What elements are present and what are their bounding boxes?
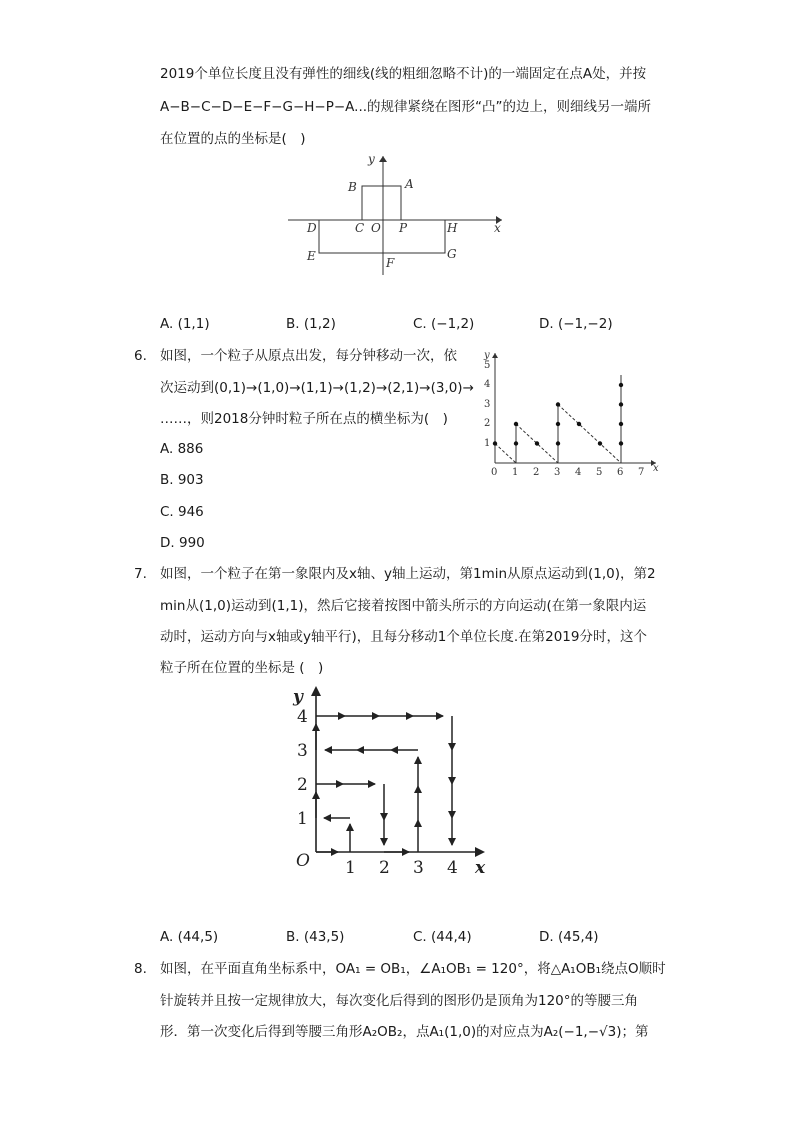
q7-origin: O (296, 851, 310, 871)
q7-line-1: 如图，一个粒子在第一象限内及x轴、y轴上运动，第1min从原点运动到(1,0)，第2 (160, 566, 656, 582)
q7-y-tick-2: 2 (297, 775, 308, 795)
q8-line-3: 形．第一次变化后得到等腰三角形A₂OB₂，点A₁(1,0)的对应点为A₂(−1,−√3)；第 (160, 1024, 649, 1040)
q5-label-G: G (447, 247, 457, 261)
q7-y-label: y (293, 687, 303, 707)
q5-label-D: D (307, 221, 317, 235)
q5-label-P: P (399, 221, 408, 235)
q5-option-a[interactable]: A. (1,1) (160, 316, 210, 332)
q7-y-tick-3: 3 (297, 741, 308, 761)
q7-line-4: 粒子所在位置的坐标是 ( ) (160, 660, 324, 676)
q6-option-b[interactable]: B. 903 (160, 472, 204, 488)
q5-label-x: x (494, 221, 501, 235)
q6-x-tick-4: 4 (575, 467, 582, 477)
q6-figure (478, 345, 662, 477)
q6-x-tick-7: 7 (638, 467, 645, 477)
q7-x-tick-3: 3 (413, 858, 424, 878)
q7-option-d[interactable]: D. (45,4) (539, 929, 599, 945)
q6-y-label: y (484, 350, 490, 361)
q6-x-label: x (653, 463, 659, 474)
q5-label-E: E (307, 249, 316, 263)
q5-label-y: y (368, 152, 375, 166)
q5-option-c[interactable]: C. (−1,2) (413, 316, 475, 332)
q8-line-2: 针旋转并且按一定规律放大，每次变化后得到的图形仍是顶角为120°的等腰三角 (160, 993, 639, 1009)
q7-x-tick-2: 2 (379, 858, 390, 878)
q7-line-2: min从(1,0)运动到(1,1)，然后它接着按图中箭头所示的方向运动(在第一象限内运 (160, 598, 647, 614)
q7-line-3: 动时，运动方向与x轴或y轴平行)，且每分移动1个单位长度.在第2019分时，这个 (160, 629, 647, 645)
q6-option-c[interactable]: C. 946 (160, 504, 204, 520)
q6-option-d[interactable]: D. 990 (160, 535, 205, 551)
q6-option-a[interactable]: A. 886 (160, 441, 204, 457)
q7-option-a[interactable]: A. (44,5) (160, 929, 219, 945)
q6-y-tick-2: 2 (484, 418, 491, 429)
q7-x-label: x (475, 858, 486, 878)
q6-x-tick-2: 2 (533, 467, 540, 477)
q6-y-tick-4: 4 (484, 379, 491, 390)
q7-option-c[interactable]: C. (44,4) (413, 929, 472, 945)
q6-y-tick-5: 5 (484, 360, 491, 371)
q6-x-tick-5: 5 (596, 467, 603, 477)
q7-path-arrows (316, 716, 452, 852)
q5-label-O: O (371, 221, 381, 235)
q5-option-b[interactable]: B. (1,2) (286, 316, 336, 332)
q6-number: 6. (134, 348, 147, 364)
q7-y-tick-4: 4 (297, 707, 308, 727)
q6-x-tick-6: 6 (617, 467, 624, 477)
q7-number: 7. (134, 566, 147, 582)
q7-x-tick-1: 1 (345, 858, 356, 878)
q5-label-A: A (405, 177, 414, 191)
q5-option-d[interactable]: D. (−1,−2) (539, 316, 613, 332)
q5-line-3: 在位置的点的坐标是( ) (160, 131, 306, 147)
q7-x-tick-4: 4 (447, 858, 458, 878)
q5-line-1: 2019个单位长度且没有弹性的细线(线的粗细忽略不计)的一端固定在点A处，并按 (160, 66, 647, 82)
q7-figure (283, 680, 498, 885)
q6-line-2: 次运动到(0,1)→(1,0)→(1,1)→(1,2)→(2,1)→(3,0)→ (160, 380, 474, 396)
q8-line-1: 如图，在平面直角坐标系中，OA₁ = OB₁，∠A₁OB₁ = 120°，将△A₁OB₁绕点O顺时 (160, 961, 666, 977)
q5-label-F: F (386, 256, 395, 270)
q6-x-tick-3: 3 (554, 467, 561, 477)
q5-line-2: A−B−C−D−E−F−G−H−P−A...的规律紧绕在图形“凸”的边上，则细线另一端所 (160, 99, 652, 115)
q5-figure (280, 150, 510, 280)
q6-line-3: ……，则2018分钟时粒子所在点的横坐标为( ) (160, 411, 448, 427)
q5-label-B: B (348, 180, 357, 194)
q6-line-1: 如图，一个粒子从原点出发，每分钟移动一次，依 (160, 348, 457, 364)
q6-y-tick-3: 3 (484, 399, 491, 410)
q6-x-tick-0: 0 (491, 467, 498, 477)
q7-y-tick-1: 1 (297, 809, 308, 829)
q7-option-b[interactable]: B. (43,5) (286, 929, 345, 945)
q5-label-H: H (447, 221, 458, 235)
q5-label-C: C (355, 221, 365, 235)
q6-x-tick-1: 1 (512, 467, 519, 477)
q8-number: 8. (134, 961, 147, 977)
q6-y-tick-1: 1 (484, 438, 491, 449)
